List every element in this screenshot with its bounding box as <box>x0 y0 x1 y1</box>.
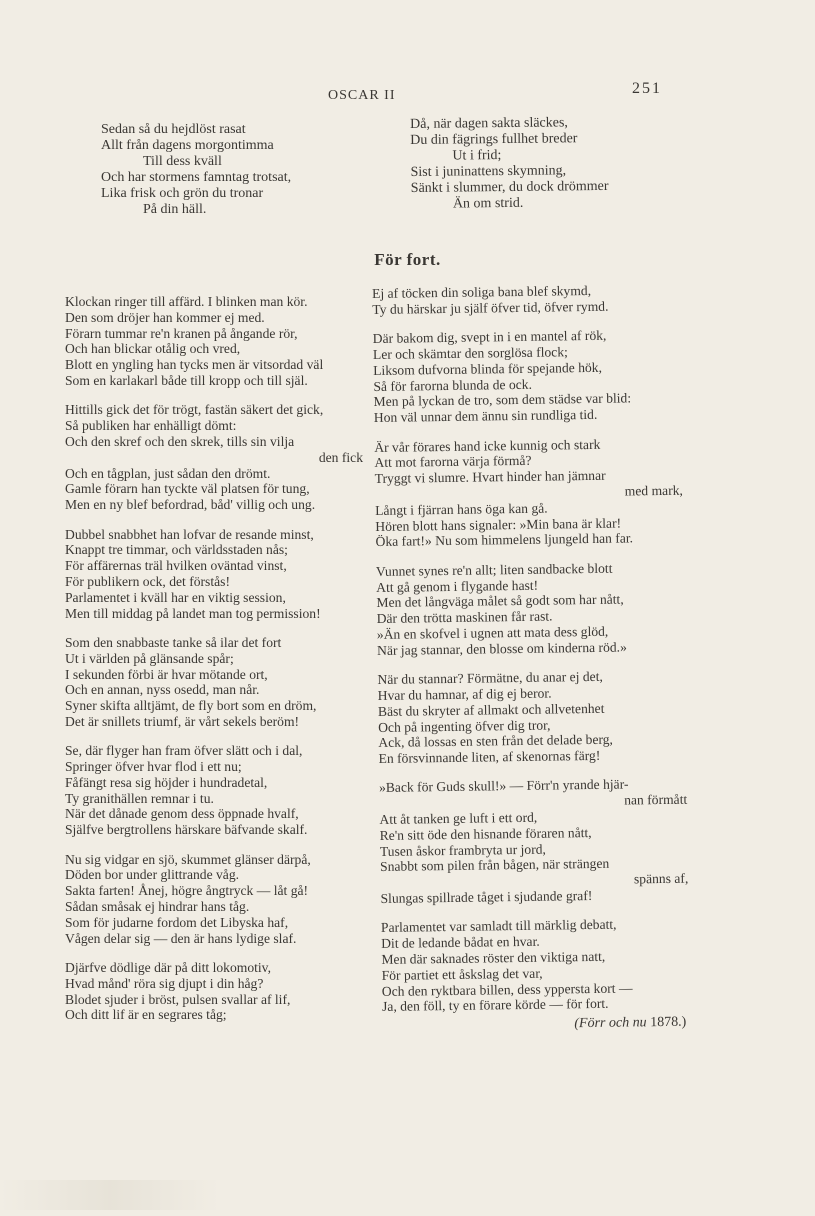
poem-line: Vågen delar sig — den är hans lydige slaf. <box>65 930 297 946</box>
poem-line: Dit de ledande bådat en hvar. <box>381 933 540 952</box>
stanza <box>377 668 686 767</box>
poem-line: Långt i fjärran hans öga kan gå. <box>375 500 548 518</box>
page-number: 251 <box>632 80 662 97</box>
poem-line: Du din fägrings fullhet breder <box>410 131 578 148</box>
stanza <box>376 559 685 658</box>
poem-line: Re'n sitt öde den hisnande föraren nått, <box>379 824 592 843</box>
poem-line: Dubbel snabbhet han lofvar de resande minst, <box>65 526 314 542</box>
poem-line: Förarn tummar re'n kranen på ångande rör, <box>65 325 298 341</box>
poem-line: Bäst du skryter af allmakt och allvetenhet <box>377 700 605 719</box>
poem-line: Och den skref och den skrek, tills sin vilja <box>65 433 295 449</box>
poem-line: Djärfve dödlige där på ditt lokomotiv, <box>65 960 271 976</box>
poem-line: Ty du härskar ju själf öfver tid, öfver rymd. <box>372 298 609 317</box>
date-year: 1878.) <box>650 1014 687 1031</box>
poem-line: Fåfängt resa sig höjder i hundradetal, <box>65 774 268 790</box>
poem-line: Hvar du hamnar, af dig ej beror. <box>377 685 552 703</box>
poem-line: När det dånade genom dess öppnade hvalf, <box>65 806 299 822</box>
poem-line: Att mot farorna värja förmå? <box>374 453 532 471</box>
poem-line: Nu sig vidgar en sjö, skummet glänser därpå, <box>65 851 311 867</box>
poem-line: Är vår förares hand icke kunnig och stark <box>374 436 601 455</box>
running-head: OSCAR II <box>328 88 396 103</box>
date-line <box>382 1015 690 1035</box>
poem-line: Där den trötta maskinen får rast. <box>376 608 553 627</box>
poem-line: Tusen åskor frambryta ur jord, <box>379 841 546 859</box>
poem-line: Klockan ringer till affärd. I blinken man kör. <box>65 294 308 309</box>
stanza <box>65 852 363 947</box>
poem-line: Springer öfver hvar flod i ett nu; <box>65 759 242 775</box>
poem-line: »Back för Guds skull!» — Förr'n yrande hjär- <box>378 776 629 796</box>
poem-line: Hittills gick det för trögt, fastän säkert det gick, <box>65 402 324 418</box>
poem-line: Än om strid. <box>452 195 524 212</box>
poem-line: Och den ryktbara billen, dess yppersta kort — <box>381 980 633 999</box>
stanza <box>373 327 682 426</box>
poem-line: För publikern ock, det förstås! <box>65 573 230 589</box>
poem-line: Att gå genom i flygande hast! <box>376 577 539 595</box>
stanza <box>65 635 363 730</box>
poem-line: Men det långväga målet så godt som har nått, <box>376 591 624 611</box>
poem-line: I sekunden förbi är hvar mötande ort, <box>65 666 268 682</box>
poem-line: Slungas spillrade tåget i sjudande graf! <box>380 888 593 907</box>
stanza <box>374 435 684 550</box>
poem-line: Och på ingenting öfver dig tror, <box>378 717 551 735</box>
poem-line: Hören blott hans signaler: »Min bana är klar! <box>375 515 622 534</box>
poem-line: Syner skifta alltjämt, de fly bort som en dröm, <box>65 698 317 714</box>
poem-line: Sakta farten! Ånej, högre ångtryck — låt gå! <box>65 883 309 899</box>
poem-line: För partiet ett åskslag det var, <box>381 965 543 983</box>
poem-right-column <box>372 282 690 1035</box>
poem-line: Där bakom dig, svept in i en mantel af rök, <box>372 327 607 347</box>
poem-line: Att åt tanken ge luft i ett ord, <box>379 809 538 828</box>
poem-line: Ja, den föll, ty en förare körde — för fort. <box>381 996 609 1015</box>
poem-line: Så publiken har enhälligt dömt: <box>65 418 237 434</box>
poem-line: Då, när dagen sakta släckes, <box>410 115 568 132</box>
poem-line: Ty granithällen remnar i tu. <box>65 790 214 806</box>
poem-line: Blodet sjuder i bröst, pulsen svallar af lif, <box>65 991 291 1007</box>
poem-line: Se, där flyger han fram öfver slätt och i dal, <box>65 743 303 759</box>
poem-line: Parlamentet i kväll har en viktig session, <box>65 589 286 605</box>
poem-line: När jag stannar, den blosse om kinderna röd.» <box>376 639 627 658</box>
poem-line: den fick <box>318 449 363 465</box>
poem-line: Så för farorna blunda de ock. <box>373 376 533 394</box>
poem-line: Döden bor under glittrande våg. <box>65 867 240 883</box>
poem-line: Men där saknades röster den viktiga natt, <box>381 948 606 967</box>
poem-line: Sedan så du hejdlöst rasat <box>101 122 246 137</box>
poem-line: Sänkt i slummer, du dock drömmer <box>410 178 609 196</box>
poem-line: »Än en skofvel i ugnen att mata dess glöd, <box>376 623 609 642</box>
poem-line: Gamle förarn han tyckte väl platsen för tung, <box>65 481 310 497</box>
poem-line: En försvinnande liten, af skenornas färg! <box>378 747 601 767</box>
poem-line: Som för judarne fordom det Libyska haf, <box>65 914 289 930</box>
poem-line: Snabbt som pilen från bågen, när strängen <box>380 856 610 875</box>
poem-line: Ut i frid; <box>452 148 502 164</box>
poem-line: Och ditt lif är en segrares tåg; <box>65 1007 227 1023</box>
top-left-poem <box>101 122 291 218</box>
poem-line: Som den snabbaste tanke så ilar det fort <box>65 634 282 650</box>
poem-line: Hon väl unnar dem ännu sin rundliga tid. <box>373 407 598 426</box>
poem-line: Ack, då lossas en sten från det delade berg, <box>378 731 614 751</box>
poem-line: Den som dröjer han kommer ej med. <box>65 309 265 325</box>
poem-line: Tryggt vi slumre. Hvart hinder han jämnar <box>374 467 606 487</box>
page-smudge <box>0 1180 220 1210</box>
poem-line: Som en karlakarl både till kropp och till själ. <box>65 372 308 388</box>
stanza <box>381 916 690 1015</box>
poem-line: Själfve bergtrollens härskare bäfvande skalf. <box>65 822 308 838</box>
poem-line: Ut i världen på glänsande spår; <box>65 650 234 666</box>
poem-line: Ler och skämtar den sorglösa flock; <box>372 344 568 362</box>
poem-line: Sist i juninattens skymning, <box>410 163 567 180</box>
poem-line: Och en annan, nyss osedd, man når. <box>65 682 260 698</box>
poem-line: Och har stormens famntag trotsat, <box>101 170 292 185</box>
stanza <box>372 282 680 318</box>
stanza <box>65 960 363 1023</box>
poem-line: Och en tågplan, just sådan den drömt. <box>65 465 271 481</box>
poem-line: För affärernas träl hvilken oväntad vinst, <box>65 558 287 574</box>
poem-line: Liksom dufvorna blinda för spejande hök, <box>373 359 603 378</box>
top-right-poem <box>410 115 609 213</box>
poem-line: Ej af töcken din soliga bana blef skymd, <box>372 282 592 301</box>
poem-line: Men en ny blef befordrad, båd' villig och ung. <box>65 497 316 513</box>
stanza <box>65 743 363 838</box>
poem-line: nan förmått <box>624 791 688 808</box>
poem-line: Men till middag på landet man tog permission! <box>65 605 321 621</box>
poem-line: Men på lyckan de tro, som dem städse var blid: <box>373 390 632 410</box>
stanza <box>379 776 689 907</box>
poem-title: För fort. <box>374 250 441 269</box>
poem-line: Vunnet synes re'n allt; liten sandbacke blott <box>375 560 613 579</box>
poem-line: Till dess kväll <box>143 154 222 169</box>
poem-line: På din häll. <box>143 202 207 217</box>
stanza <box>65 402 363 513</box>
poem-line: med mark, <box>624 482 683 499</box>
poem-line: Öka fart!» Nu som himmelens ljungeld han far. <box>375 530 634 550</box>
poem-line: Och han blickar otålig och vred, <box>65 341 241 357</box>
poem-left-column <box>65 294 363 1037</box>
poem-line: spänns af, <box>633 870 689 887</box>
date-source: (Förr och nu <box>574 1015 647 1032</box>
poem-line: Sådan småsak ej hindrar hans tåg. <box>65 899 250 915</box>
poem-line: Hvad månd' röra sig djupt i din håg? <box>65 975 264 991</box>
poem-line: Knappt tre timmar, och världsstaden nås; <box>65 542 288 558</box>
poem-line: Blott en yngling han tycks men är vitsordad väl <box>65 357 324 373</box>
poem-line: Parlamentet var samladt till märklig debatt, <box>380 917 617 936</box>
stanza <box>65 294 363 389</box>
poem-line: Lika frisk och grön du tronar <box>101 186 264 201</box>
poem-line: Det är snillets triumf, är vårt sekels beröm! <box>65 713 300 729</box>
stanza <box>65 527 363 622</box>
poem-line: Allt från dagens morgontimma <box>101 138 274 153</box>
poem-line: När du stannar? Förmätne, du anar ej det, <box>377 668 603 688</box>
